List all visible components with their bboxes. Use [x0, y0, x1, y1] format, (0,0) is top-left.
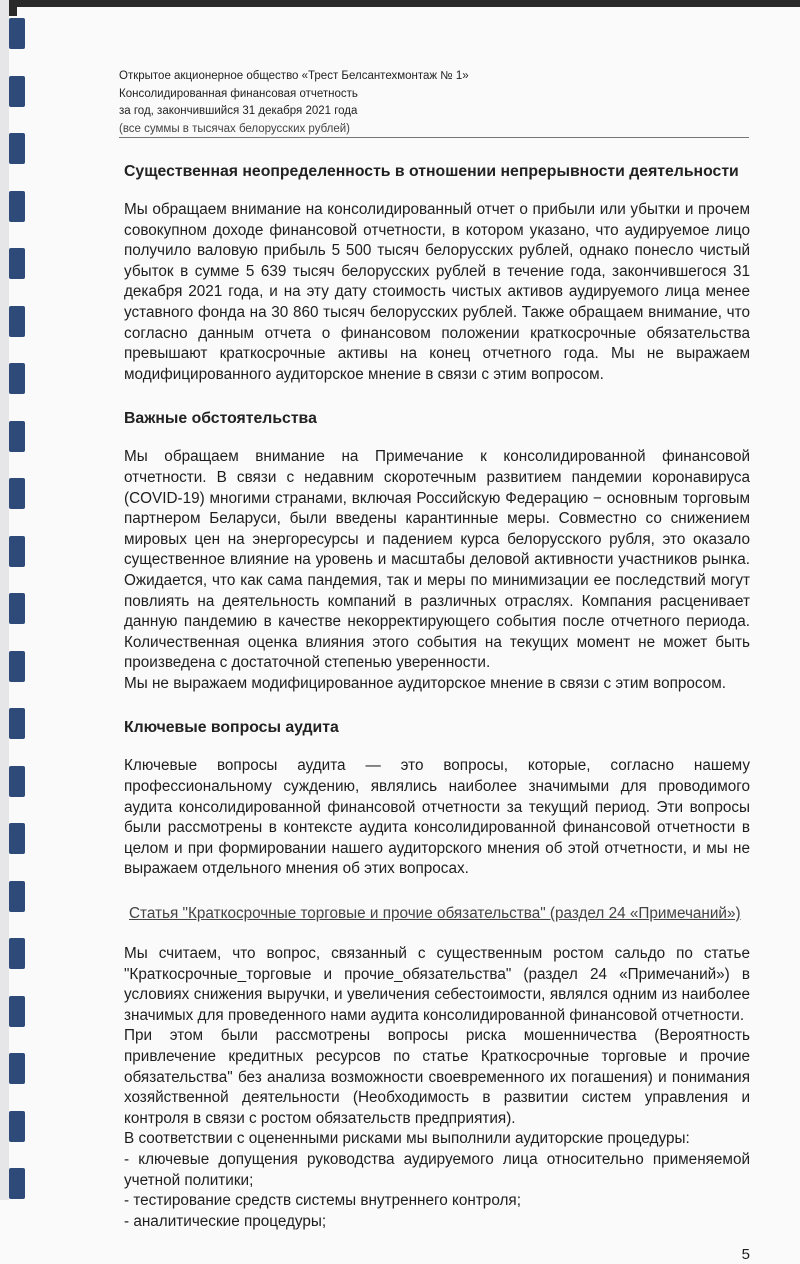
report-title: Консолидированная финансовая отчетность	[119, 87, 358, 100]
binding-tab	[9, 996, 25, 1027]
paragraph: Мы обращаем внимание на Примечание к консолидированной финансовой отчетности. В связи с недавним скоротечным развитием пандемии коронавируса (COVID-19) многими странами, включая Российскую Федерацию − основным торговым партнером Беларуси, были введены карантинные меры. Совместно со снижением мировых цен на энергоресурсы и падением курса белорусского рубля, это оказало существенное влияние на уровень и масштабы деловой активности участников рынка. Ожидается, что как сама пандемия, так и меры по минимизации ее последствий могут повлиять на деятельность компаний в различных отраслях. Компания расценивает данную пандемию в качестве некорректирующего события после отчетного периода. Количественная оценка влияния этого события на текущих момент не может быть произведена с достаточной степенью уверенности.	[124, 448, 750, 672]
binding-tab	[9, 823, 25, 854]
paragraph: Ключевые вопросы аудита — это вопросы, которые, согласно нашему профессиональному суждению, являлись наиболее значимыми для проводимого аудита консолидированной финансовой отчетности за текущий период. Эти вопросы были рассмотрены в контексте аудита консолидированной финансовой отчетности в целом и при формировании нашего аудиторского мнения об этой отчетности, и мы не выражаем отдельного мнения об этих вопросах.	[124, 757, 750, 878]
binding-tab	[9, 651, 25, 682]
binding-tab	[9, 536, 25, 567]
section-body	[124, 447, 750, 694]
section-body	[124, 944, 750, 1232]
binding-tab	[9, 1168, 25, 1199]
header-divider	[119, 137, 749, 138]
scan-edge	[0, 0, 800, 7]
section-body	[124, 756, 750, 880]
section-heading: Важные обстоятельства	[124, 410, 317, 428]
binding-tab	[9, 478, 25, 509]
document-header	[119, 68, 469, 138]
list-item: - тестирование средств системы внутреннего контроля;	[124, 1192, 521, 1210]
paragraph: При этом были рассмотрены вопросы риска мошенничества (Вероятность привлечение кредитных ресурсов по статье Краткосрочные торговые и прочие обязательства" без анализа возможности своевременного их погашения) и понимания хозяйственной деятельности (Необходимость в развитии систем управления и контроля в связи с ростом обязательств предприятия).	[124, 1027, 750, 1127]
subsection-heading: Статья "Краткосрочные торговые и прочие обязательства" (раздел 24 «Примечаний»)	[129, 905, 741, 923]
binding-tab	[9, 881, 25, 912]
binding-tab	[9, 421, 25, 452]
company-name: Открытое акционерное общество «Трест Белсантехмонтаж № 1»	[119, 70, 469, 82]
binding-tab	[9, 18, 25, 49]
paragraph: Мы считаем, что вопрос, связанный с существенным ростом сальдо по статье "Краткосрочные_торговые и прочие_обязательства" (раздел 24 «Примечаний») в условиях снижения выручки, и увеличения себестоимости, являлся одним из наиболее значимых для проведенного нами аудита консолидированной финансовой отчетности.	[124, 945, 750, 1024]
document-body	[124, 162, 750, 1264]
binding-tab	[9, 133, 25, 164]
section-heading: Ключевые вопросы аудита	[124, 719, 339, 737]
binding-tab	[9, 938, 25, 969]
paragraph: Мы не выражаем модифицированное аудиторское мнение в связи с этим вопросом.	[124, 674, 726, 692]
binding-tab	[9, 1111, 25, 1142]
binding-tab	[9, 1053, 25, 1084]
section-heading: Существенная неопределенность в отношении непрерывности деятельности	[124, 163, 739, 180]
binding-tab	[9, 708, 25, 739]
binding-tab	[9, 306, 25, 337]
section-body	[124, 200, 750, 385]
binding-tab	[9, 766, 25, 797]
binding-tab	[9, 191, 25, 222]
currency-note: (все суммы в тысячах белорусских рублей)	[119, 122, 351, 135]
binding-tab	[9, 363, 25, 394]
list-item: - ключевые допущения руководства аудируемого лица относительно применяемой учетной политики;	[124, 1150, 750, 1189]
binding-spine	[0, 0, 9, 1200]
binding-tab	[9, 76, 25, 107]
list-item: - аналитические процедуры;	[124, 1212, 327, 1230]
paragraph: В соответствии с оцененными рисками мы выполнили аудиторские процедуры:	[124, 1130, 690, 1148]
paragraph: Мы обращаем внимание на консолидированный отчет о прибыли или убытки и прочем совокупном доходе финансовой отчетности, в котором указано, что аудируемое лицо получило валовую прибыль 5 500 тысяч белорусских рублей, однако понесло чистый убыток в сумме 5 639 тысяч белорусских рублей в течение года, закончившегося 31 декабря 2021 года, и на эту дату стоимость чистых активов аудируемого лица менее уставного фонда на 30 860 тысяч белорусских рублей. Также обращаем внимание, что согласно данным отчета о финансовом положении краткосрочные обязательства превышают краткосрочные активы на конец отчетного года. Мы не выражаем модифицированного аудиторское мнение в связи с этим вопросом.	[124, 201, 750, 383]
binding-tab	[9, 593, 25, 624]
binding-tab	[9, 248, 25, 279]
report-period: за год, закончившийся 31 декабря 2021 года	[119, 105, 358, 117]
page-number: 5	[741, 1246, 750, 1264]
